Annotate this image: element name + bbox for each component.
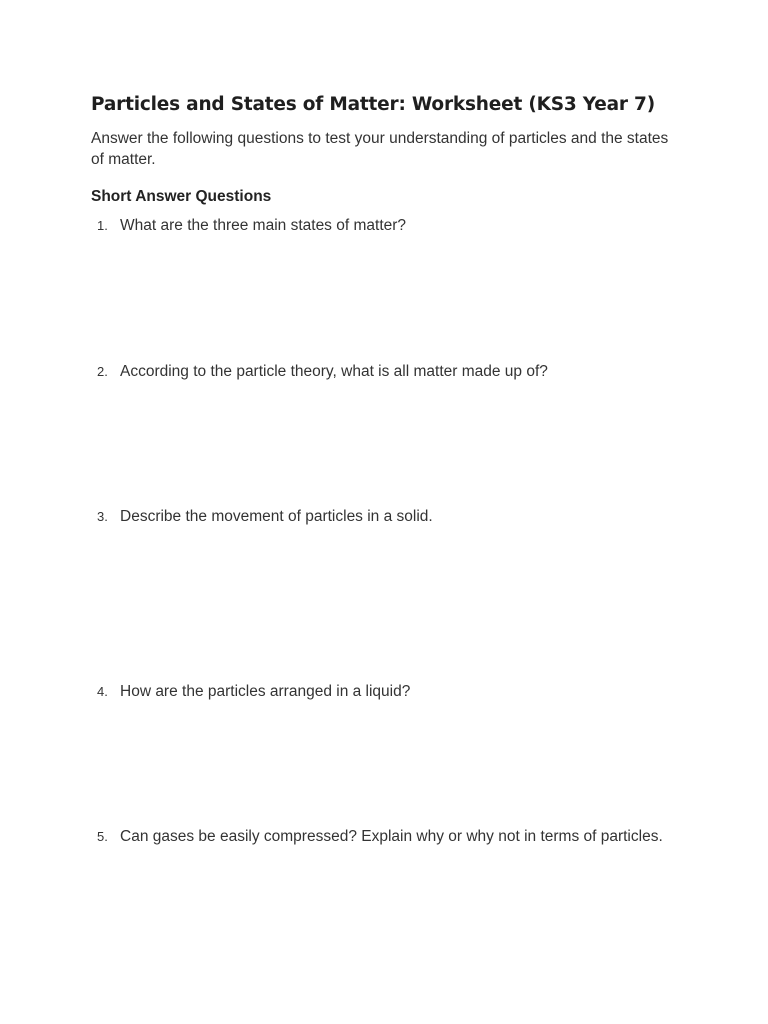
question-number: 4. — [97, 684, 108, 699]
question-item — [91, 361, 711, 382]
question-number: 3. — [97, 509, 108, 524]
question-item — [91, 215, 711, 236]
question-text: Describe the movement of particles in a solid. — [120, 508, 433, 525]
page-title: Particles and States of Matter: Worksheet (KS3 Year 7) — [91, 94, 655, 115]
question-text: What are the three main states of matter? — [120, 217, 407, 234]
question-item — [91, 681, 711, 702]
intro-text: Answer the following questions to test your understanding of particles and the states of matter. — [91, 130, 669, 168]
question-item — [91, 826, 711, 847]
question-number: 2. — [97, 364, 108, 379]
question-number: 1. — [97, 218, 108, 233]
question-text: According to the particle theory, what is all matter made up of? — [120, 363, 548, 380]
question-text: How are the particles arranged in a liquid? — [120, 683, 411, 700]
question-item — [91, 506, 711, 527]
question-text: Can gases be easily compressed? Explain why or why not in terms of particles. — [120, 828, 663, 845]
section-heading: Short Answer Questions — [91, 188, 272, 205]
question-number: 5. — [97, 829, 108, 844]
